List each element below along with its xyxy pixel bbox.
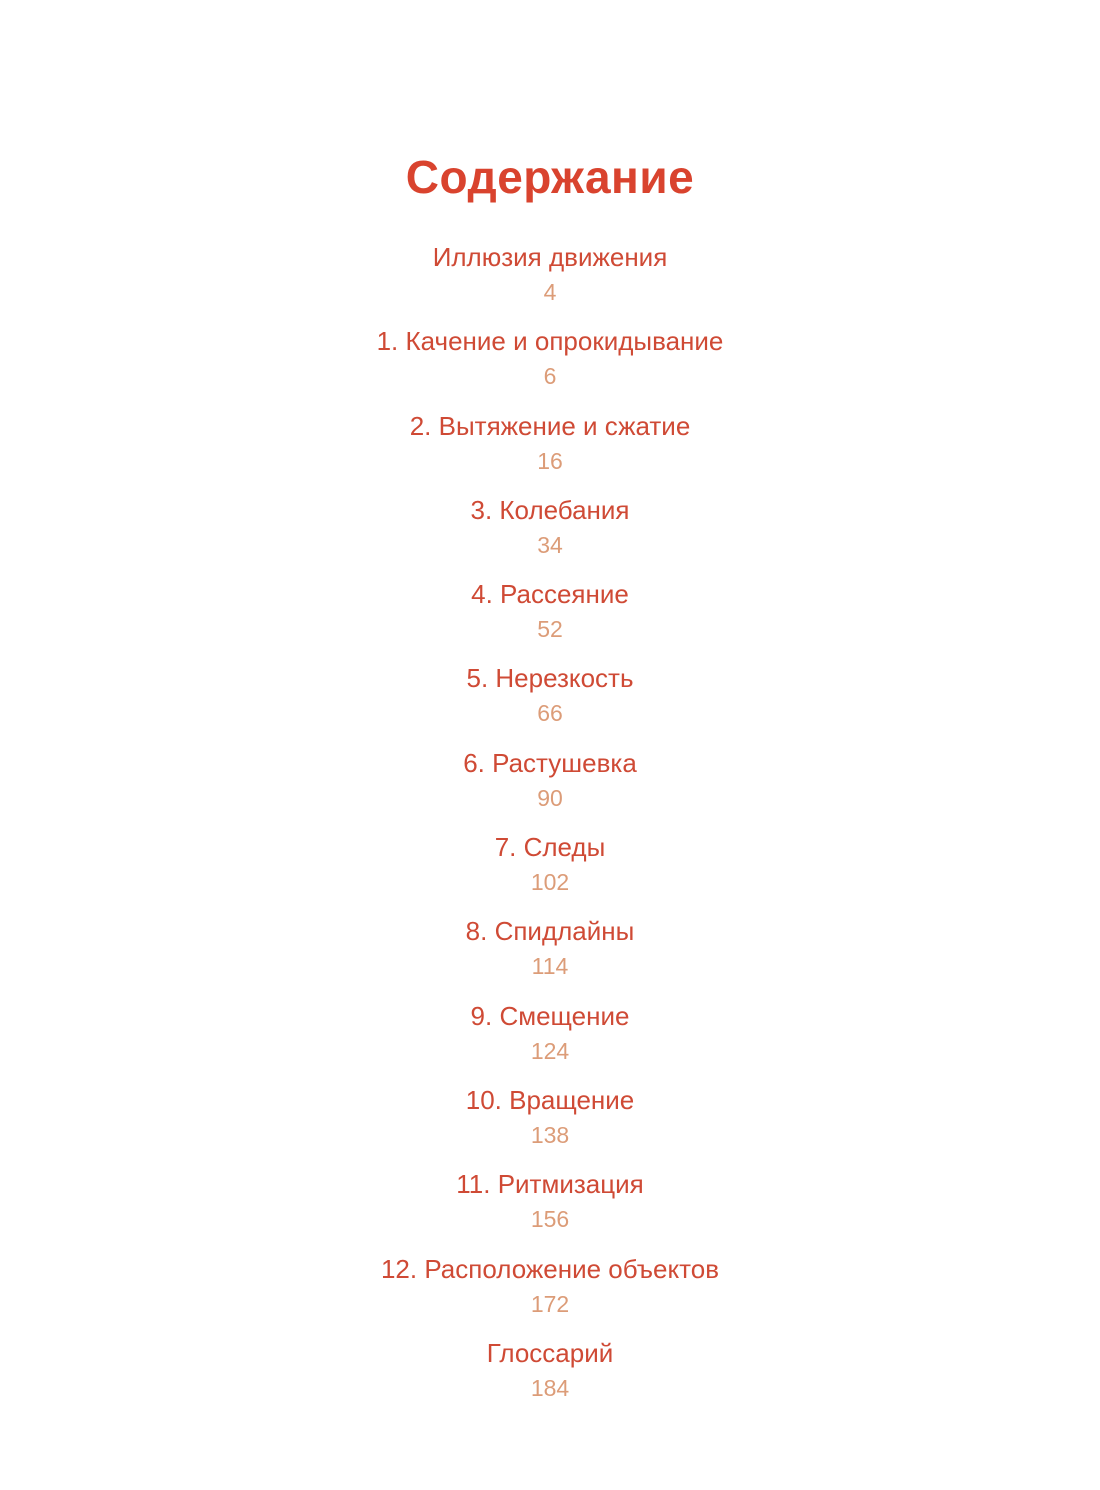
toc-entry <box>0 491 1100 575</box>
toc-entry <box>0 1250 1100 1334</box>
toc-entry <box>0 407 1100 491</box>
toc-entry <box>0 238 1100 322</box>
toc-entry-title: 1. Качение и опрокидывание <box>376 326 724 357</box>
toc-entry-title: 5. Нерезкость <box>466 663 634 694</box>
toc-entry-page-number: 172 <box>530 1290 570 1317</box>
table-of-contents <box>0 238 1100 1418</box>
toc-entry-page-number: 184 <box>530 1374 570 1401</box>
toc-entry-page-number: 66 <box>537 700 563 727</box>
toc-entry-title: 10. Вращение <box>465 1084 635 1115</box>
toc-entry-title: 8. Спидлайны <box>465 916 635 947</box>
toc-entry-title: 3. Колебания <box>470 494 630 525</box>
toc-entry-page-number: 34 <box>537 531 563 558</box>
toc-entry-page-number: 138 <box>530 1121 570 1148</box>
toc-entry <box>0 997 1100 1081</box>
toc-entry-title: 2. Вытяжение и сжатие <box>409 410 691 441</box>
toc-entry-page-number: 16 <box>537 447 563 474</box>
toc-entry <box>0 744 1100 828</box>
toc-entry-title: 11. Ритмизация <box>456 1169 644 1200</box>
toc-entry-page-number: 4 <box>543 279 557 305</box>
toc-entry <box>0 1165 1100 1249</box>
toc-entry-title: 9. Смещение <box>470 1000 630 1031</box>
toc-entry <box>0 659 1100 743</box>
toc-entry-title: Глоссарий <box>486 1337 614 1368</box>
toc-entry <box>0 575 1100 659</box>
toc-entry <box>0 912 1100 996</box>
toc-entry-page-number: 90 <box>537 784 563 811</box>
toc-entry-page-number: 102 <box>530 869 570 896</box>
toc-entry-page-number: 156 <box>530 1206 570 1233</box>
toc-entry-page-number: 124 <box>530 1037 570 1064</box>
toc-entry-title: 4. Рассеяние <box>471 579 629 610</box>
toc-entry-title: 7. Следы <box>494 832 606 863</box>
toc-entry-title: Иллюзия движения <box>432 242 668 272</box>
toc-entry <box>0 322 1100 406</box>
toc-entry <box>0 1334 1100 1418</box>
toc-entry-page-number: 114 <box>531 953 569 980</box>
toc-entry-title: 12. Расположение объектов <box>380 1253 720 1284</box>
toc-entry <box>0 1081 1100 1165</box>
toc-entry <box>0 828 1100 912</box>
toc-entry-page-number: 52 <box>537 616 563 643</box>
toc-entry-title: 6. Растушевка <box>463 747 637 778</box>
page-title: Содержание <box>405 150 695 203</box>
toc-entry-page-number: 6 <box>543 363 557 390</box>
